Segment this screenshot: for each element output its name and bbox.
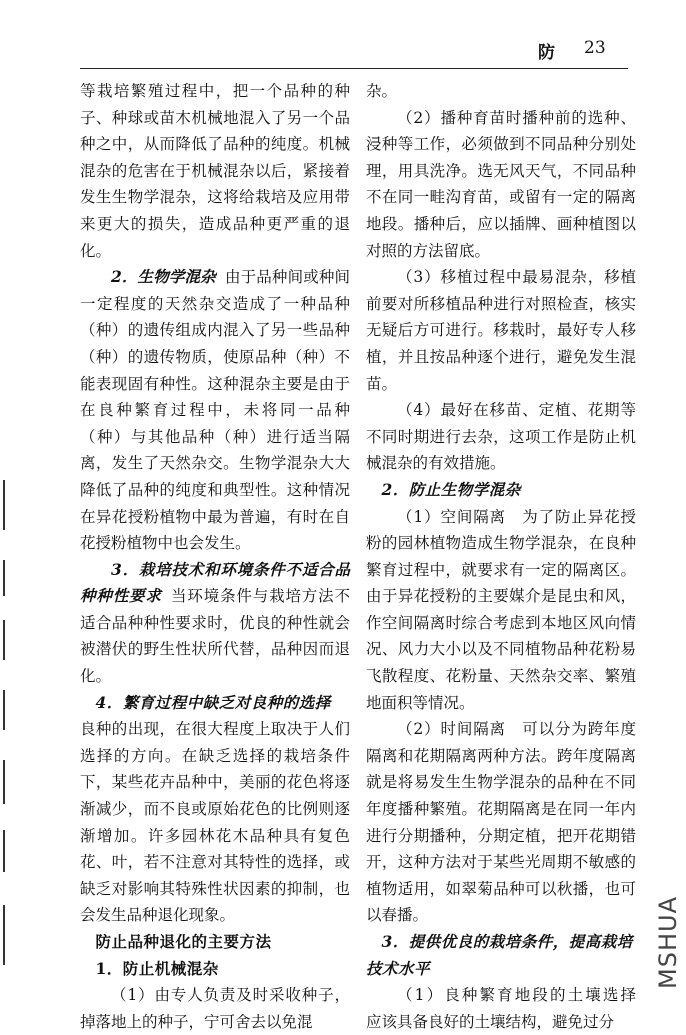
subsection-heading: 2．防止生物学混杂 [381, 479, 521, 499]
paragraph: （2）播种育苗时播种前的选种、浸种等工作，必须做到不同品种分别处理，用具洗净。选无风天气，不同品种不在同一畦沟育苗，或留有一定的隔离地段。播种后，应以插牌、画种植图以对照的方法留底。 [366, 108, 636, 260]
scan-edge-mark [3, 480, 5, 530]
header-rule [80, 68, 628, 69]
page-header [0, 38, 686, 68]
subsection-heading: 3．提供优良的栽培条件，提高栽培技术水平 [366, 932, 633, 978]
subsection-heading: 1．防止机械混杂 [95, 958, 219, 978]
subsection-heading: 4．繁育过程中缺乏对良种的选择 [95, 692, 331, 712]
running-title: 防 [538, 43, 557, 63]
scan-edge-mark [3, 690, 5, 730]
subsection-heading: 2．生物学混杂 [111, 267, 216, 287]
page-number: 23 [584, 38, 606, 58]
scan-edge-mark [3, 830, 5, 872]
subsection-heading: 3．栽培技术和环境条件不适合品种种性要求 [80, 559, 350, 606]
right-column [366, 78, 652, 1035]
left-column [80, 78, 350, 1035]
paragraph-text: 由于品种间或种间一定程度的天然杂交造成了一种品种（种）的遗传组成内混入了另一些品种（种）的遗传物质，使原品种（种）不能表现固有种性。这种混杂主要是由于在良种繁育过程中，未将同一品种（种）与其他品种（种）进行适当隔离，发生了天然杂交。生物学混杂大大降低了品种的纯度和典型性。这种情况在异花授粉植物中最为普遍，有时在自花授粉植物中也会发生。 [80, 268, 350, 553]
paragraph: （1）空间隔离 为了防止异花授粉的园林植物造成生物学混杂，在良种繁育过程中，就要求有一定的隔离区。由于异花授粉的主要媒介是昆虫和风，作空间隔离时综合考虑到本地区风向情况、风力大小以及不同植物品种花粉易飞散程度、花粉量、天然杂交率、繁殖地面积等情况。 [366, 507, 636, 712]
paragraph: （1）由专人负责及时采收种子，掉落地上的种子，宁可舍去以免混 [80, 986, 350, 1031]
paragraph: 良种的出现，在很大程度上取决于人们选择的方向。在缺乏选择的栽培条件下，某些花卉品种中，美丽的花色将逐渐减少，而不良或原始花色的比例则逐渐增加。许多园林花木品种具有复色花、叶，若不注意对其特性的选择，或缺乏对影响其特殊性状因素的抑制，也会发生品种退化现象。 [80, 720, 350, 925]
paragraph-biological-mixing [80, 264, 350, 557]
paragraph-text: 当环境条件与栽培方法不适合品种种性要求时，优良的种性就会被潜伏的野生性状所代替，品种因而退化。 [80, 587, 350, 686]
paragraph: （4）最好在移苗、定植、花期等不同时期进行去杂，这项工作是防止机械混杂的有效措施。 [366, 401, 636, 473]
scan-edge-mark [3, 760, 5, 804]
paragraph: 等栽培繁殖过程中，把一个品种的种子、种球或苗木机械地混入了另一个品种之中，从而降低了品种的纯度。机械混杂的危害在于机械混杂以后，紧接着发生生物学混杂，这将给栽培及应用带来更大的损失，造成品种更严重的退化。 [80, 82, 350, 260]
paragraph-cultivation [80, 557, 350, 690]
scan-edge-mark [3, 905, 5, 965]
paragraph: （1）良种繁育地段的土壤选择 应该具备良好的土壤结构，避免过分 [366, 986, 652, 1031]
paragraph: 杂。 [366, 82, 398, 100]
paragraph: （2）时间隔离 可以分为跨年度隔离和花期隔离两种方法。跨年度隔离就是将易发生生物学混杂的品种在不同年度播种繁殖。花期隔离是在同一年内进行分期播种，分期定植，把开花期错开，这种方法对于某些光周期不敏感的植物适用，如翠菊品种可以秋播，也可以春播。 [366, 720, 636, 925]
watermark: MSHUA [654, 896, 682, 989]
scan-edge-mark [3, 620, 5, 660]
section-title: 防止品种退化的主要方法 [95, 932, 272, 951]
scan-edge-mark [3, 560, 5, 596]
paragraph: （3）移植过程中最易混杂，移植前要对所移植品种进行对照检查，核实无疑后方可进行。移栽时，最好专人移植，并且按品种逐个进行，避免发生混苗。 [366, 268, 636, 393]
